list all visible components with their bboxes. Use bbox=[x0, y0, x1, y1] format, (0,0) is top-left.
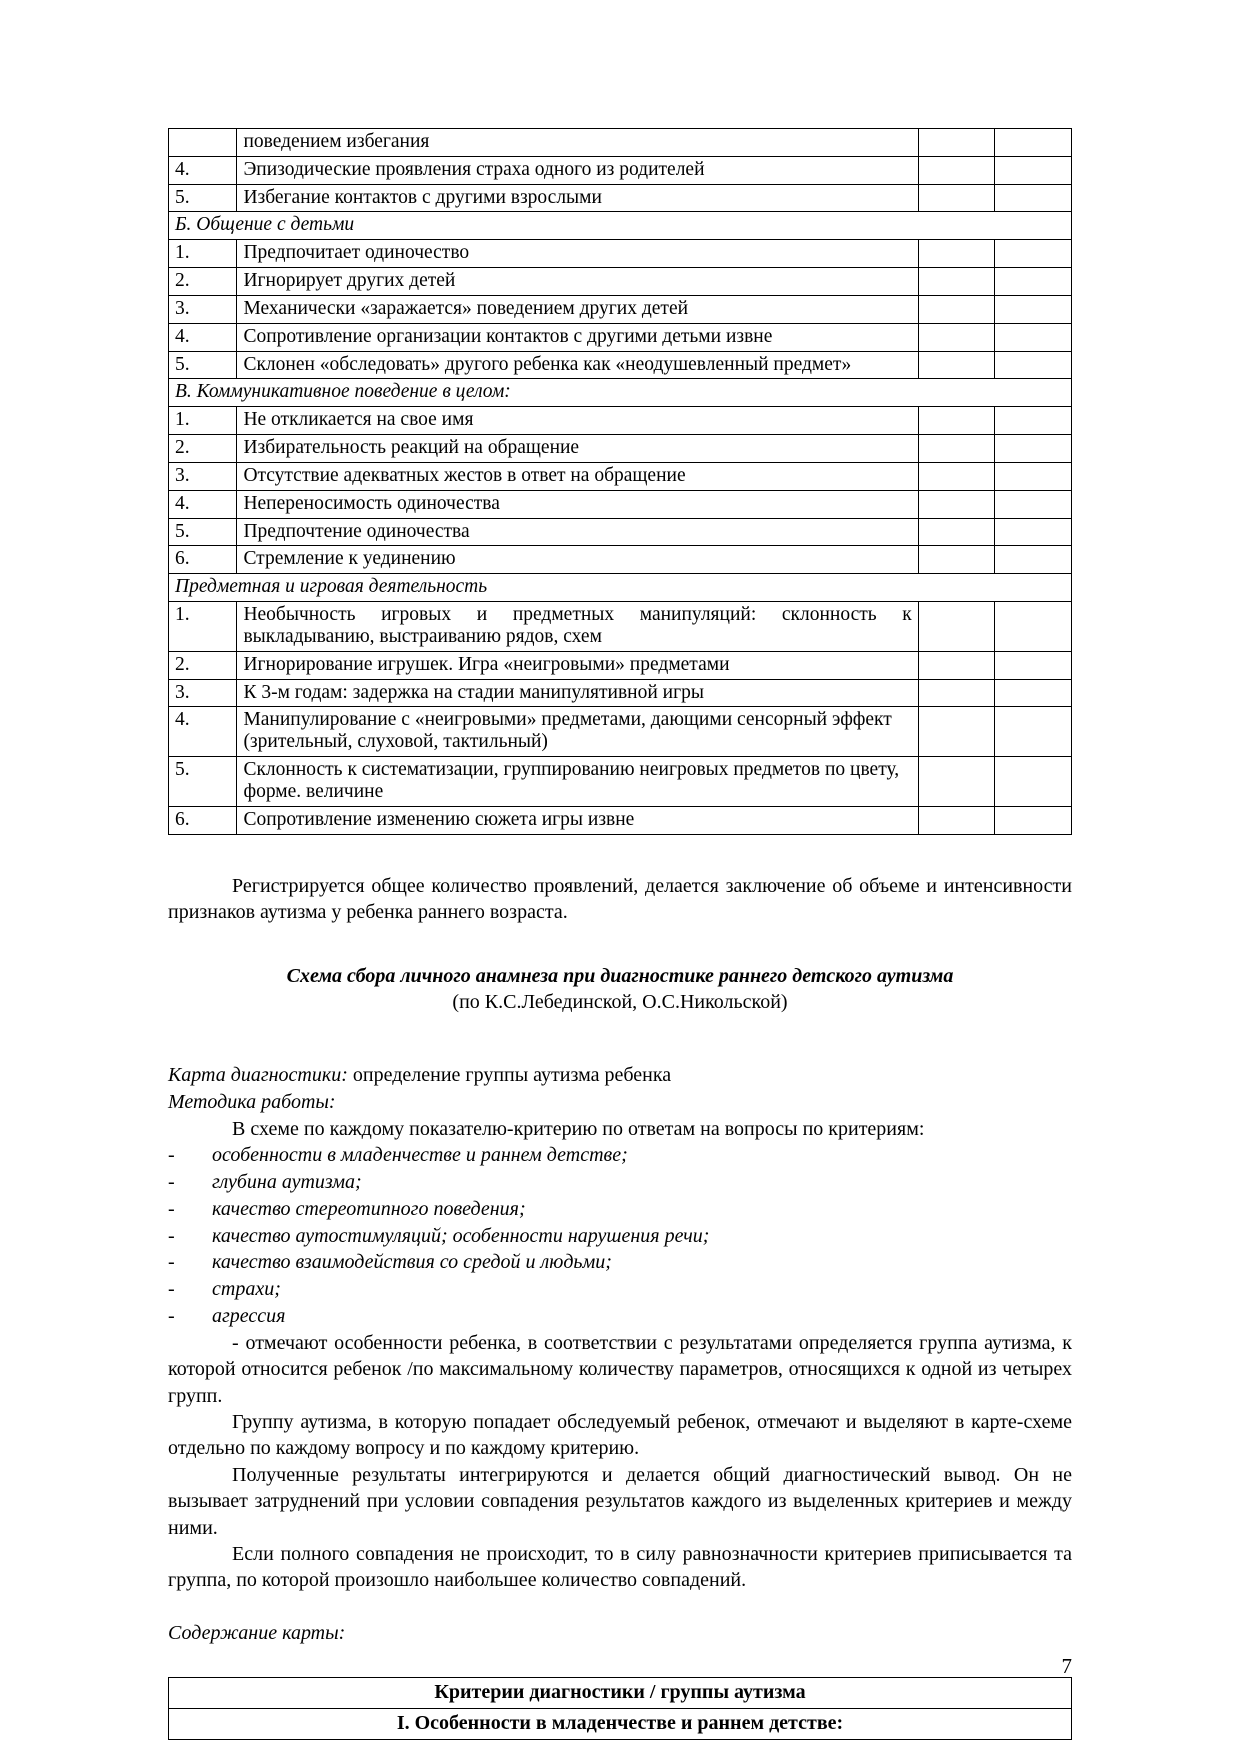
mark-cell-1[interactable] bbox=[918, 679, 995, 707]
mark-cell-1[interactable] bbox=[918, 407, 995, 435]
section-heading: Предметная и игровая деятельность bbox=[169, 574, 1072, 602]
mark-cell-1[interactable] bbox=[918, 490, 995, 518]
table-row bbox=[169, 295, 1072, 323]
table-row bbox=[169, 351, 1072, 379]
mark-cell-2[interactable] bbox=[995, 707, 1072, 757]
mark-cell-1[interactable] bbox=[918, 268, 995, 296]
row-description: Склонен «обследовать» другого ребенка как «неодушевленный предмет» bbox=[237, 351, 918, 379]
row-number: 6. bbox=[169, 806, 237, 834]
mark-cell-2[interactable] bbox=[995, 240, 1072, 268]
row-description: Стремление к уединению bbox=[237, 546, 918, 574]
mark-cell-2[interactable] bbox=[995, 295, 1072, 323]
card-content-label: Содержание карты: bbox=[168, 1621, 346, 1644]
section-heading: Б. Общение с детьми bbox=[169, 212, 1072, 240]
table-row bbox=[169, 435, 1072, 463]
mark-cell-2[interactable] bbox=[995, 351, 1072, 379]
section-title-block bbox=[168, 963, 1072, 1016]
row-description: Отсутствие адекватных жестов в ответ на обращение bbox=[237, 462, 918, 490]
row-description: Игнорирование игрушек. Игра «неигровыми» предметами bbox=[237, 651, 918, 679]
criteria-groups-header: Критерии диагностики / группы аутизма bbox=[169, 1677, 1072, 1708]
list-item bbox=[168, 1223, 1072, 1250]
row-description: К 3-м годам: задержка на стадии манипулятивной игры bbox=[237, 679, 918, 707]
row-description: Необычность игровых и предметных манипуляций: склонность к выкладыванию, выстраиванию рядов, схем bbox=[237, 602, 918, 652]
criteria-groups-subheader: I. Особенности в младенчестве и раннем детстве: bbox=[169, 1708, 1072, 1739]
table-row bbox=[169, 240, 1072, 268]
row-number: 3. bbox=[169, 679, 237, 707]
list-item bbox=[168, 1169, 1072, 1196]
symptom-checklist-table bbox=[168, 128, 1072, 835]
row-description: Избирательность реакций на обращение bbox=[237, 435, 918, 463]
list-item-label: качество стереотипного поведения; bbox=[212, 1197, 526, 1220]
row-number: 5. bbox=[169, 757, 237, 807]
list-item bbox=[168, 1276, 1072, 1303]
row-description: Сопротивление организации контактов с другими детьми извне bbox=[237, 323, 918, 351]
criteria-groups-table bbox=[168, 1677, 1072, 1740]
row-number: 5. bbox=[169, 351, 237, 379]
section-heading: В. Коммуникативное поведение в целом: bbox=[169, 379, 1072, 407]
table-row bbox=[169, 707, 1072, 757]
list-item-label: глубина аутизма; bbox=[212, 1171, 362, 1194]
method-line bbox=[168, 1089, 1072, 1116]
table-row bbox=[169, 1677, 1072, 1708]
row-description: Манипулирование с «неигровыми» предметами, дающими сенсорный эффект (зрительный, слуховой, тактильный) bbox=[237, 707, 918, 757]
list-item bbox=[168, 1249, 1072, 1276]
mark-cell-2[interactable] bbox=[995, 806, 1072, 834]
dash-bullet: - bbox=[168, 1171, 175, 1194]
spacer bbox=[168, 925, 1072, 963]
paragraph-after-list: - отмечают особенности ребенка, в соответствии с результатами определяется группа аутизма, к которой относится ребенок /по максимальному количеству параметров, относящихся к одной из четырех групп. bbox=[168, 1331, 1072, 1407]
table-row bbox=[169, 651, 1072, 679]
row-description: Сопротивление изменению сюжета игры извне bbox=[237, 806, 918, 834]
mark-cell-2[interactable] bbox=[995, 323, 1072, 351]
row-description: Эпизодические проявления страха одного из родителей bbox=[237, 156, 918, 184]
table-row bbox=[169, 129, 1072, 157]
mark-cell-1[interactable] bbox=[918, 518, 995, 546]
row-description: Не откликается на свое имя bbox=[237, 407, 918, 435]
dash-bullet: - bbox=[168, 1144, 175, 1167]
diagnostic-card-value: определение группы аутизма ребенка bbox=[347, 1064, 672, 1087]
list-item bbox=[168, 1303, 1072, 1330]
row-number: 6. bbox=[169, 546, 237, 574]
table-row bbox=[169, 757, 1072, 807]
row-number: 1. bbox=[169, 240, 237, 268]
table-row bbox=[169, 602, 1072, 652]
row-description: Предпочтение одиночества bbox=[237, 518, 918, 546]
list-item-label: качество аутостимуляций; особенности нарушения речи; bbox=[212, 1224, 710, 1247]
mark-cell-2[interactable] bbox=[995, 518, 1072, 546]
mark-cell-2[interactable] bbox=[995, 435, 1072, 463]
criteria-groups-table-body bbox=[169, 1677, 1072, 1739]
mark-cell-1[interactable] bbox=[918, 351, 995, 379]
mark-cell-1[interactable] bbox=[918, 156, 995, 184]
mark-cell-2[interactable] bbox=[995, 407, 1072, 435]
mark-cell-1[interactable] bbox=[918, 240, 995, 268]
table-row bbox=[169, 518, 1072, 546]
diagnostic-card-label: Карта диагностики: bbox=[168, 1064, 348, 1087]
card-content-line bbox=[168, 1620, 1072, 1647]
spacer bbox=[168, 835, 1072, 873]
mark-cell-1[interactable] bbox=[918, 435, 995, 463]
row-number bbox=[169, 129, 237, 157]
row-description: Механически «заражается» поведением других детей bbox=[237, 295, 918, 323]
mark-cell-2[interactable] bbox=[995, 679, 1072, 707]
mark-cell-1[interactable] bbox=[918, 546, 995, 574]
mark-cell-1[interactable] bbox=[918, 757, 995, 807]
dash-bullet: - bbox=[168, 1251, 175, 1274]
section-subtitle: (по К.С.Лебединской, О.С.Никольской) bbox=[452, 991, 788, 1014]
intro-paragraph: Регистрируется общее количество проявлений, делается заключение об объеме и интенсивности признаков аутизма у ребенка раннего возраста. bbox=[168, 874, 1072, 923]
paragraph-nomatch: Если полного совпадения не происходит, то в силу равнозначности критериев приписывается та группа, по которой произошло наибольшее количество совпадений. bbox=[168, 1543, 1072, 1592]
row-number: 1. bbox=[169, 602, 237, 652]
row-number: 4. bbox=[169, 156, 237, 184]
mark-cell-1[interactable] bbox=[918, 707, 995, 757]
row-description: Непереносимость одиночества bbox=[237, 490, 918, 518]
mark-cell-1[interactable] bbox=[918, 184, 995, 212]
mark-cell-2[interactable] bbox=[995, 490, 1072, 518]
table-row bbox=[169, 1708, 1072, 1739]
table-row bbox=[169, 184, 1072, 212]
criteria-list bbox=[168, 1142, 1072, 1330]
mark-cell-1[interactable] bbox=[918, 806, 995, 834]
dash-bullet: - bbox=[168, 1197, 175, 1220]
mark-cell-1[interactable] bbox=[918, 129, 995, 157]
symptom-table-body bbox=[169, 129, 1072, 835]
table-row bbox=[169, 156, 1072, 184]
paragraph-results: Полученные результаты интегрируются и делается общий диагностический вывод. Он не вызывает затруднений при условии совпадения результатов каждого из выделенных критериев и между ними. bbox=[168, 1463, 1072, 1539]
spacer bbox=[168, 1016, 1072, 1062]
table-row bbox=[169, 546, 1072, 574]
mark-cell-2[interactable] bbox=[995, 602, 1072, 652]
table-section-row bbox=[169, 212, 1072, 240]
mark-cell-2[interactable] bbox=[995, 546, 1072, 574]
row-number: 4. bbox=[169, 490, 237, 518]
row-number: 5. bbox=[169, 184, 237, 212]
mark-cell-2[interactable] bbox=[995, 184, 1072, 212]
list-item-label: качество взаимодействия со средой и людьми; bbox=[212, 1251, 612, 1274]
row-number: 3. bbox=[169, 295, 237, 323]
row-number: 3. bbox=[169, 462, 237, 490]
row-number: 2. bbox=[169, 435, 237, 463]
table-row bbox=[169, 268, 1072, 296]
mark-cell-2[interactable] bbox=[995, 651, 1072, 679]
table-row bbox=[169, 679, 1072, 707]
row-number: 2. bbox=[169, 268, 237, 296]
spacer bbox=[168, 1647, 1072, 1677]
table-section-row bbox=[169, 574, 1072, 602]
table-row bbox=[169, 323, 1072, 351]
mark-cell-1[interactable] bbox=[918, 462, 995, 490]
row-description: Избегание контактов с другими взрослыми bbox=[237, 184, 918, 212]
mark-cell-2[interactable] bbox=[995, 757, 1072, 807]
method-label: Методика работы: bbox=[168, 1091, 336, 1114]
mark-cell-1[interactable] bbox=[918, 323, 995, 351]
list-item-label: особенности в младенчестве и раннем детстве; bbox=[212, 1144, 628, 1167]
dash-bullet: - bbox=[168, 1305, 175, 1328]
mark-cell-2[interactable] bbox=[995, 129, 1072, 157]
page-number: 7 bbox=[1061, 1654, 1072, 1678]
section-title: Схема сбора личного анамнеза при диагностике раннего детского аутизма bbox=[286, 965, 954, 988]
spacer bbox=[168, 1594, 1072, 1620]
diagnostic-card-line bbox=[168, 1062, 1072, 1089]
row-number: 5. bbox=[169, 518, 237, 546]
method-intro-paragraph: В схеме по каждому показателю-критерию по ответам на вопросы по критериям: bbox=[232, 1117, 925, 1140]
table-row bbox=[169, 407, 1072, 435]
row-number: 4. bbox=[169, 707, 237, 757]
table-row bbox=[169, 490, 1072, 518]
row-description: поведением избегания bbox=[237, 129, 918, 157]
table-row bbox=[169, 462, 1072, 490]
list-item bbox=[168, 1142, 1072, 1169]
row-number: 2. bbox=[169, 651, 237, 679]
list-item bbox=[168, 1196, 1072, 1223]
table-row bbox=[169, 806, 1072, 834]
table-section-row bbox=[169, 379, 1072, 407]
row-number: 4. bbox=[169, 323, 237, 351]
list-item-label: страхи; bbox=[212, 1278, 281, 1301]
row-description: Склонность к систематизации, группированию неигровых предметов по цвету, форме. величине bbox=[237, 757, 918, 807]
dash-bullet: - bbox=[168, 1278, 175, 1301]
mark-cell-2[interactable] bbox=[995, 268, 1072, 296]
list-item-label: агрессия bbox=[212, 1305, 286, 1328]
mark-cell-1[interactable] bbox=[918, 295, 995, 323]
mark-cell-2[interactable] bbox=[995, 156, 1072, 184]
mark-cell-1[interactable] bbox=[918, 651, 995, 679]
mark-cell-2[interactable] bbox=[995, 462, 1072, 490]
row-number: 1. bbox=[169, 407, 237, 435]
dash-bullet: - bbox=[168, 1224, 175, 1247]
paragraph-group: Группу аутизма, в которую попадает обследуемый ребенок, отмечают и выделяют в карте-схеме отдельно по каждому вопросу и по каждому критерию. bbox=[168, 1411, 1072, 1460]
row-description: Игнорирует других детей bbox=[237, 268, 918, 296]
row-description: Предпочитает одиночество bbox=[237, 240, 918, 268]
mark-cell-1[interactable] bbox=[918, 602, 995, 652]
